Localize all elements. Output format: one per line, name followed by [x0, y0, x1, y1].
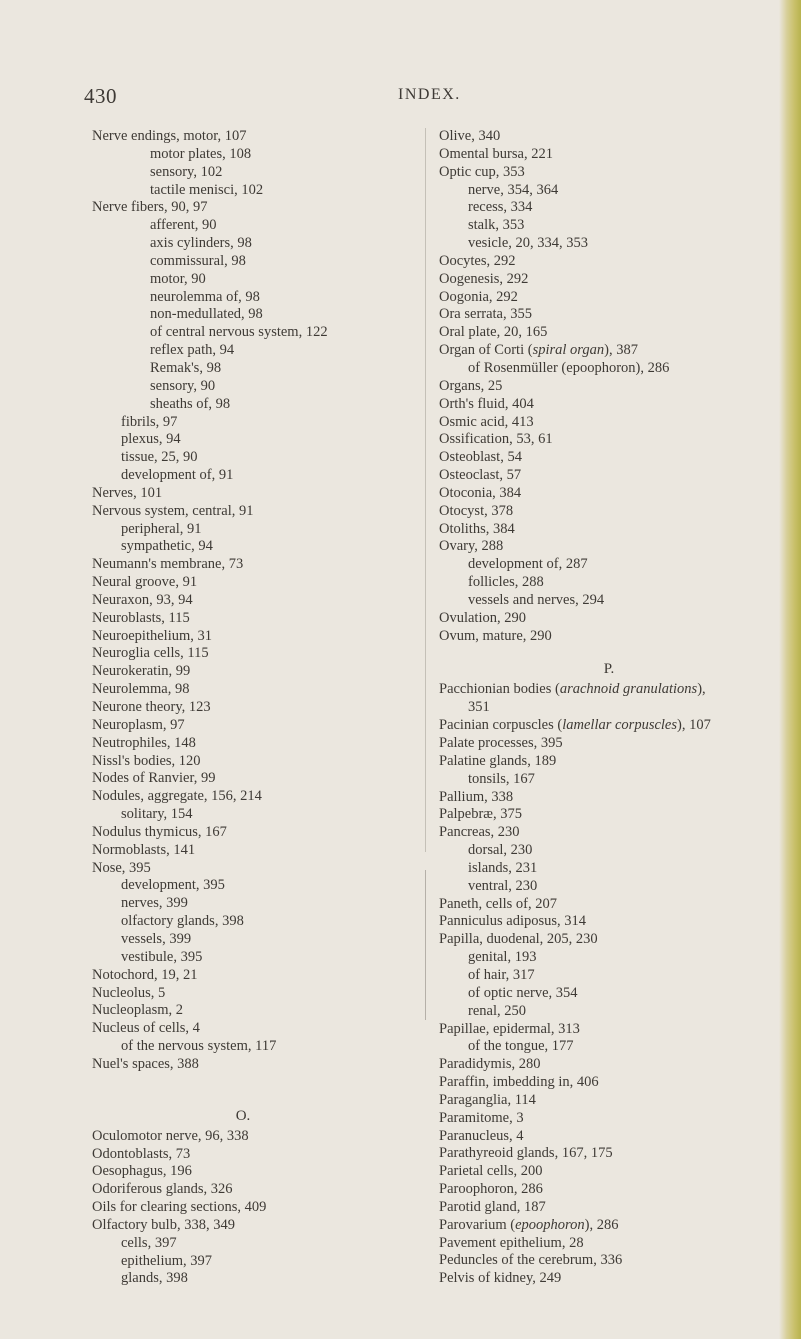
index-entry: development of, 287: [468, 556, 588, 573]
index-entry: 351: [468, 699, 490, 716]
index-entry: Oculomotor nerve, 96, 338: [92, 1127, 249, 1144]
index-entry: motor plates, 108: [150, 145, 252, 162]
index-entry: Nucleoplasm, 2: [92, 1002, 184, 1019]
index-entry: Palate processes, 395: [439, 735, 563, 751]
index-entry: nerves, 399: [121, 895, 188, 912]
page-number: 430: [84, 84, 117, 108]
index-entries-n: [92, 128, 422, 1074]
index-entry: olfactory glands, 398: [121, 913, 244, 930]
index-entry: Organs, 25: [439, 377, 503, 394]
index-entry: Nerve endings, motor, 107: [92, 128, 247, 144]
index-entry: Oocytes, 292: [439, 252, 516, 269]
index-entry: follicles, 288: [468, 574, 544, 591]
index-entry: Normoblasts, 141: [92, 841, 196, 858]
index-entry-term: Organ of Corti: [439, 342, 525, 359]
index-entry: genital, 193: [468, 949, 537, 966]
index-entry: vesicle, 20, 334, 353: [468, 235, 589, 252]
index-entry: development, 395: [121, 877, 225, 894]
index-entry: Nodes of Ranvier, 99: [92, 770, 216, 787]
column-rule-lower: [425, 870, 426, 1020]
index-entry: Organ of Corti (spiral organ), 387: [439, 342, 639, 359]
index-entry: Ora serrata, 355: [439, 306, 532, 323]
index-entry: sensory, 102: [150, 163, 223, 180]
index-entry: Remak's, 98: [150, 359, 222, 376]
index-entry-synonym: lamellar corpuscles: [562, 717, 678, 734]
index-entry: non-medullated, 98: [150, 306, 263, 323]
index-entry: Nerve fibers, 90, 97: [92, 199, 208, 216]
index-entry: Nodulus thymicus, 167: [92, 823, 227, 840]
index-entry: neurolemma of, 98: [150, 288, 260, 305]
index-entry: Ovum, mature, 290: [439, 627, 552, 644]
index-entry: afferent, 90: [150, 217, 217, 234]
index-entry: Neurokeratin, 99: [92, 663, 191, 680]
index-entry: Palatine glands, 189: [439, 752, 557, 769]
index-entry: of optic nerve, 354: [468, 984, 578, 1001]
index-entry: Paraffin, imbedding in, 406: [439, 1074, 599, 1091]
index-entry: Parovarium (epoophoron), 286: [439, 1216, 619, 1233]
index-entry: Neurone theory, 123: [92, 699, 211, 715]
index-entry: Paneth, cells of, 207: [439, 895, 557, 912]
index-entry: Neuroglia cells, 115: [92, 645, 209, 662]
index-entry: Paraganglia, 114: [439, 1091, 536, 1108]
index-entry: Optic cup, 353: [439, 163, 525, 180]
index-entry: Nuel's spaces, 388: [92, 1055, 199, 1072]
index-column-left: [92, 128, 422, 1288]
index-entry: Odontoblasts, 73: [92, 1145, 191, 1162]
index-entry: cells, 397: [121, 1234, 177, 1251]
index-entry-synonym: epoophoron: [515, 1216, 585, 1233]
index-entry: Notochord, 19, 21: [92, 966, 198, 983]
index-entry: peripheral, 91: [121, 520, 202, 537]
index-entry: sensory, 90: [150, 377, 216, 394]
index-entry: Ovulation, 290: [439, 609, 526, 626]
index-entry: Osteoblast, 54: [439, 449, 522, 466]
index-entry: sheaths of, 98: [150, 395, 231, 412]
index-entry: Ovary, 288: [439, 538, 504, 555]
index-entry: Pacinian corpuscles (lamellar corpuscles), 107: [439, 717, 711, 734]
index-entry: Neumann's membrane, 73: [92, 556, 244, 573]
index-entry: Nucleolus, 5: [92, 984, 166, 1001]
index-entry-pages: ,: [702, 681, 706, 698]
index-entry: ventral, 230: [468, 877, 538, 894]
index-entry: tactile menisci, 102: [150, 181, 264, 198]
index-entry: Peduncles of the cerebrum, 336: [439, 1252, 623, 1269]
index-entry: of the tongue, 177: [468, 1038, 574, 1055]
index-entry: Pancreas, 230: [439, 824, 520, 841]
index-entry: Papillae, epidermal, 313: [439, 1020, 580, 1037]
column-rule: [425, 128, 426, 852]
index-entry: Neuroepithelium, 31: [92, 627, 213, 644]
index-entry: Nervous system, central, 91: [92, 502, 254, 519]
index-entry-term: Pacinian corpuscles: [439, 717, 554, 734]
index-entry: Oils for clearing sections, 409: [92, 1199, 267, 1216]
index-entry: dorsal, 230: [468, 842, 533, 859]
index-entry: of central nervous system, 122: [150, 324, 328, 341]
index-entry: Nissl's bodies, 120: [92, 752, 201, 769]
index-entry: Palpebræ, 375: [439, 806, 522, 823]
index-entry: Pavement epithelium, 28: [439, 1234, 584, 1251]
index-entry: islands, 231: [468, 859, 538, 876]
index-entry-term: Parovarium: [439, 1216, 507, 1233]
index-entry: Neuroblasts, 115: [92, 609, 190, 626]
index-entry: Nodules, aggregate, 156, 214: [92, 788, 262, 805]
index-entry: Osteoclast, 57: [439, 467, 522, 484]
running-head: INDEX.: [398, 86, 461, 103]
index-entry: Parietal cells, 200: [439, 1163, 543, 1180]
index-entry: Otoconia, 384: [439, 484, 522, 501]
index-entry: Pacchionian bodies (arachnoid granulations),: [439, 681, 706, 698]
index-entries-o: [92, 1128, 422, 1289]
index-entries-o-cont: [439, 128, 789, 645]
index-entry: reflex path, 94: [150, 342, 235, 359]
index-entry-pages: , 107: [681, 717, 711, 734]
index-entries-p: [439, 681, 789, 1288]
index-entry: vessels and nerves, 294: [468, 591, 605, 608]
index-entry: development of, 91: [121, 467, 234, 484]
index-entry: Oesophagus, 196: [92, 1163, 192, 1180]
index-entry: nerve, 354, 364: [468, 181, 559, 198]
index-entry: Neural groove, 91: [92, 574, 198, 591]
index-entry: motor, 90: [150, 270, 206, 287]
index-entry: Paramitome, 3: [439, 1109, 524, 1126]
index-entry-pages: , 387: [609, 342, 639, 359]
index-entry: glands, 398: [121, 1270, 188, 1287]
index-entry: commissural, 98: [150, 252, 246, 269]
index-entry: of the nervous system, 117: [121, 1038, 277, 1055]
index-entry: Paradidymis, 280: [439, 1056, 541, 1073]
index-entry: Parathyreoid glands, 167, 175: [439, 1145, 613, 1162]
index-entry: Orth's fluid, 404: [439, 395, 534, 412]
index-entry: vessels, 399: [121, 930, 192, 947]
index-entry: vestibule, 395: [121, 948, 203, 965]
index-entry: Oral plate, 20, 165: [439, 324, 548, 341]
index-entry: solitary, 154: [121, 806, 193, 823]
index-entry: epithelium, 397: [121, 1252, 213, 1269]
index-entry-term: Pacchionian bodies: [439, 681, 552, 698]
index-entry-synonym: arachnoid granulations: [559, 681, 698, 698]
index-entry: Oogenesis, 292: [439, 270, 529, 287]
index-entry: of Rosenmüller (epoophoron), 286: [468, 359, 670, 376]
index-entry: axis cylinders, 98: [150, 235, 252, 252]
index-entry-synonym: spiral organ: [532, 342, 605, 359]
index-entry: Papilla, duodenal, 205, 230: [439, 931, 598, 948]
index-entry: Neuraxon, 93, 94: [92, 591, 193, 608]
index-entry: Panniculus adiposus, 314: [439, 913, 587, 930]
index-entry: tonsils, 167: [468, 770, 535, 787]
section-letter-p: P.: [603, 661, 615, 678]
index-entry: sympathetic, 94: [121, 538, 213, 555]
index-entry: Pallium, 338: [439, 788, 514, 805]
index-entry: Neurolemma, 98: [92, 681, 190, 698]
index-entry: tissue, 25, 90: [121, 449, 198, 466]
index-entry: Oogonia, 292: [439, 288, 518, 305]
index-entry: renal, 250: [468, 1002, 526, 1019]
index-entry: Pelvis of kidney, 249: [439, 1270, 562, 1287]
index-entry: Olive, 340: [439, 128, 501, 144]
index-entry: Odoriferous glands, 326: [92, 1181, 233, 1198]
index-entry: Otocyst, 378: [439, 502, 514, 519]
index-entry: Paroophoron, 286: [439, 1181, 543, 1198]
index-entry: Nerves, 101: [92, 484, 163, 501]
index-entry: Nucleus of cells, 4: [92, 1020, 200, 1037]
index-entry: Neuroplasm, 97: [92, 716, 185, 733]
index-entry-pages: , 286: [589, 1216, 619, 1233]
index-entry: Paranucleus, 4: [439, 1127, 524, 1144]
index-entry: of hair, 317: [468, 966, 535, 983]
index-entry: Olfactory bulb, 338, 349: [92, 1216, 235, 1233]
index-entry: fibrils, 97: [121, 413, 178, 430]
index-entry: Osmic acid, 413: [439, 413, 534, 430]
index-entry: recess, 334: [468, 199, 533, 216]
index-entry: Nose, 395: [92, 859, 151, 876]
index-entry: Omental bursa, 221: [439, 145, 553, 162]
index-column-right: [439, 128, 789, 1288]
index-entry: Parotid gland, 187: [439, 1198, 546, 1215]
index-entry: stalk, 353: [468, 217, 525, 234]
index-entry: Ossification, 53, 61: [439, 431, 553, 448]
index-entry: Otoliths, 384: [439, 520, 515, 537]
section-letter-o: O.: [235, 1107, 251, 1124]
index-entry: Neutrophiles, 148: [92, 734, 196, 751]
index-entry: plexus, 94: [121, 431, 181, 448]
